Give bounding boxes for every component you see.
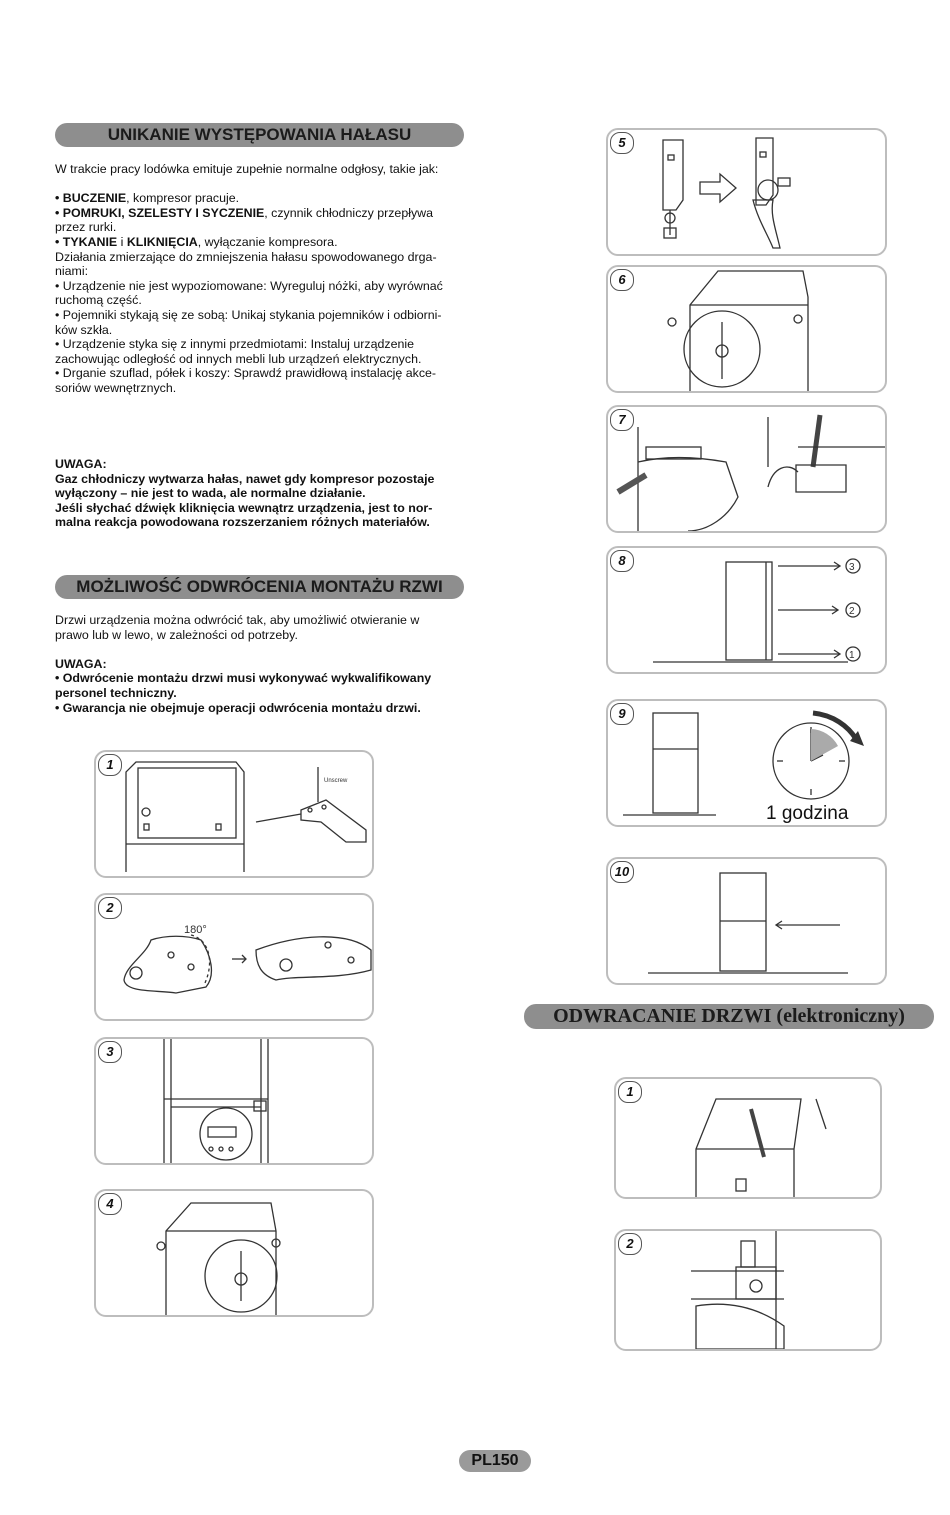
heading-reverse: MOŻLIWOŚĆ ODWRÓCENIA MONTAŻU RZWI [55, 575, 464, 599]
one-hour-label: 1 godzina [766, 803, 849, 824]
step-number: 1 [98, 754, 122, 776]
step-7-illustration [608, 407, 885, 531]
bold: • POMRUKI, SZELESTY I SYCZENIE [55, 205, 265, 220]
noise-line: • Drganie szuflad, półek i koszy: Sprawdź prawidłową instalację akce- [55, 366, 437, 381]
noise-bullet-2 [55, 206, 475, 221]
noise-line: • Urządzenie styka się z innymi przedmiotami: Instaluj urządzenie [55, 337, 414, 352]
noise-bullet-3 [55, 235, 475, 250]
step-2-figure [94, 893, 374, 1021]
step-3-illustration [96, 1039, 372, 1163]
step-10-figure [606, 857, 887, 985]
step-number: 10 [610, 861, 634, 883]
text: i [117, 234, 127, 249]
heading-noise: UNIKANIE WYSTĘPOWANIA HAŁASU [55, 123, 464, 147]
circle-label-1: 1 [849, 650, 855, 661]
noise-line: • Pojemniki stykają się ze sobą: Unikaj stykania pojemników i odbiorni- [55, 307, 442, 322]
text: , czynnik chłodniczy przepływa [264, 205, 434, 220]
step-9-illustration [608, 701, 885, 825]
note-line: Gaz chłodniczy wytwarza hałas, nawet gdy kompresor pozostaje [55, 471, 435, 486]
electronic-step-1-figure [614, 1077, 882, 1199]
noise-line: • Urządzenie nie jest wypoziomowane: Wyreguluj nóżki, aby wyrównać [55, 278, 443, 293]
electronic-step-2-illustration [616, 1231, 880, 1349]
bold: • BUCZENIE [55, 191, 127, 206]
note-line: personel techniczny. [55, 685, 177, 700]
circle-label-2: 2 [849, 606, 855, 617]
noise-bullet-2-cont: przez rurki. [55, 220, 117, 235]
step-number: 2 [618, 1233, 642, 1255]
noise-note [55, 457, 475, 530]
note-line: wyłączony – nie jest to wada, ale normalne działanie. [55, 486, 366, 501]
rotation-label: 180° [184, 924, 207, 936]
note-line: Jeśli słychać dźwięk kliknięcia wewnątrz urządzenia, jest to nor- [55, 500, 433, 515]
noise-intro: W trakcie pracy lodówka emituje zupełnie normalne odgłosy, takie jak: [55, 162, 439, 176]
reverse-line: Drzwi urządzenia można odwrócić tak, aby umożliwić otwieranie w [55, 613, 420, 627]
step-number: 8 [610, 550, 634, 572]
note-label: UWAGA: [55, 457, 107, 471]
step-number: 7 [610, 409, 634, 431]
step-10-illustration [608, 859, 885, 983]
step-8-illustration [608, 548, 885, 672]
step-number: 9 [610, 703, 634, 725]
noise-line: Działania zmierzające do zmniejszenia hałasu spowodowanego drga- [55, 249, 437, 264]
note-line: malna reakcja powodowana rozszerzaniem różnych materiałów. [55, 515, 430, 530]
step-1-illustration [96, 752, 372, 876]
noise-line: soriów wewnętrznych. [55, 380, 177, 395]
step-number: 2 [98, 897, 122, 919]
step-6-figure [606, 265, 887, 393]
electronic-step-2-figure [614, 1229, 882, 1351]
reverse-line: prawo lub w lewo, w zależności od potrzeby. [55, 627, 298, 642]
step-1-figure [94, 750, 374, 878]
noise-line: niami: [55, 264, 89, 279]
circle-label-3: 3 [849, 562, 855, 573]
text: , kompresor pracuje. [126, 191, 240, 206]
step-5-figure [606, 128, 887, 256]
note-line: • Gwarancja nie obejmuje operacji odwrócenia montażu drzwi. [55, 700, 421, 715]
step-number: 4 [98, 1193, 122, 1215]
step-number: 6 [610, 269, 634, 291]
clock-sector [811, 729, 838, 761]
page-number-badge: PL150 [459, 1450, 531, 1472]
heading-electronic: ODWRACANIE DRZWI (elektroniczny) [524, 1004, 934, 1029]
bold: • TYKANIE [55, 234, 118, 249]
noise-text [55, 162, 475, 396]
step-5-illustration [608, 130, 885, 254]
bold: KLIKNIĘCIA [126, 234, 198, 249]
step-7-figure [606, 405, 887, 533]
noise-bullet-1 [55, 191, 475, 206]
reverse-note [55, 657, 475, 715]
step-number: 3 [98, 1041, 122, 1063]
note-label: UWAGA: [55, 656, 107, 671]
note-line: • Odwrócenie montażu drzwi musi wykonywać wykwalifikowany [55, 671, 432, 686]
step-4-figure [94, 1189, 374, 1317]
noise-line: zachowując odległość od innych mebli lub urządzeń elektrycznych. [55, 351, 422, 366]
electronic-step-1-illustration [616, 1079, 880, 1197]
unscrew-label: Unscrew [324, 778, 348, 784]
reverse-text [55, 613, 475, 715]
step-number: 1 [618, 1081, 642, 1103]
step-number: 5 [610, 132, 634, 154]
step-6-illustration [608, 267, 885, 391]
noise-line: ków szkła. [55, 322, 113, 337]
text: , wyłączanie kompresora. [197, 234, 338, 249]
noise-line: ruchomą część. [55, 293, 142, 308]
step-9-figure [606, 699, 887, 827]
step-8-figure [606, 546, 887, 674]
step-3-figure [94, 1037, 374, 1165]
step-2-illustration [96, 895, 372, 1019]
step-4-illustration [96, 1191, 372, 1315]
